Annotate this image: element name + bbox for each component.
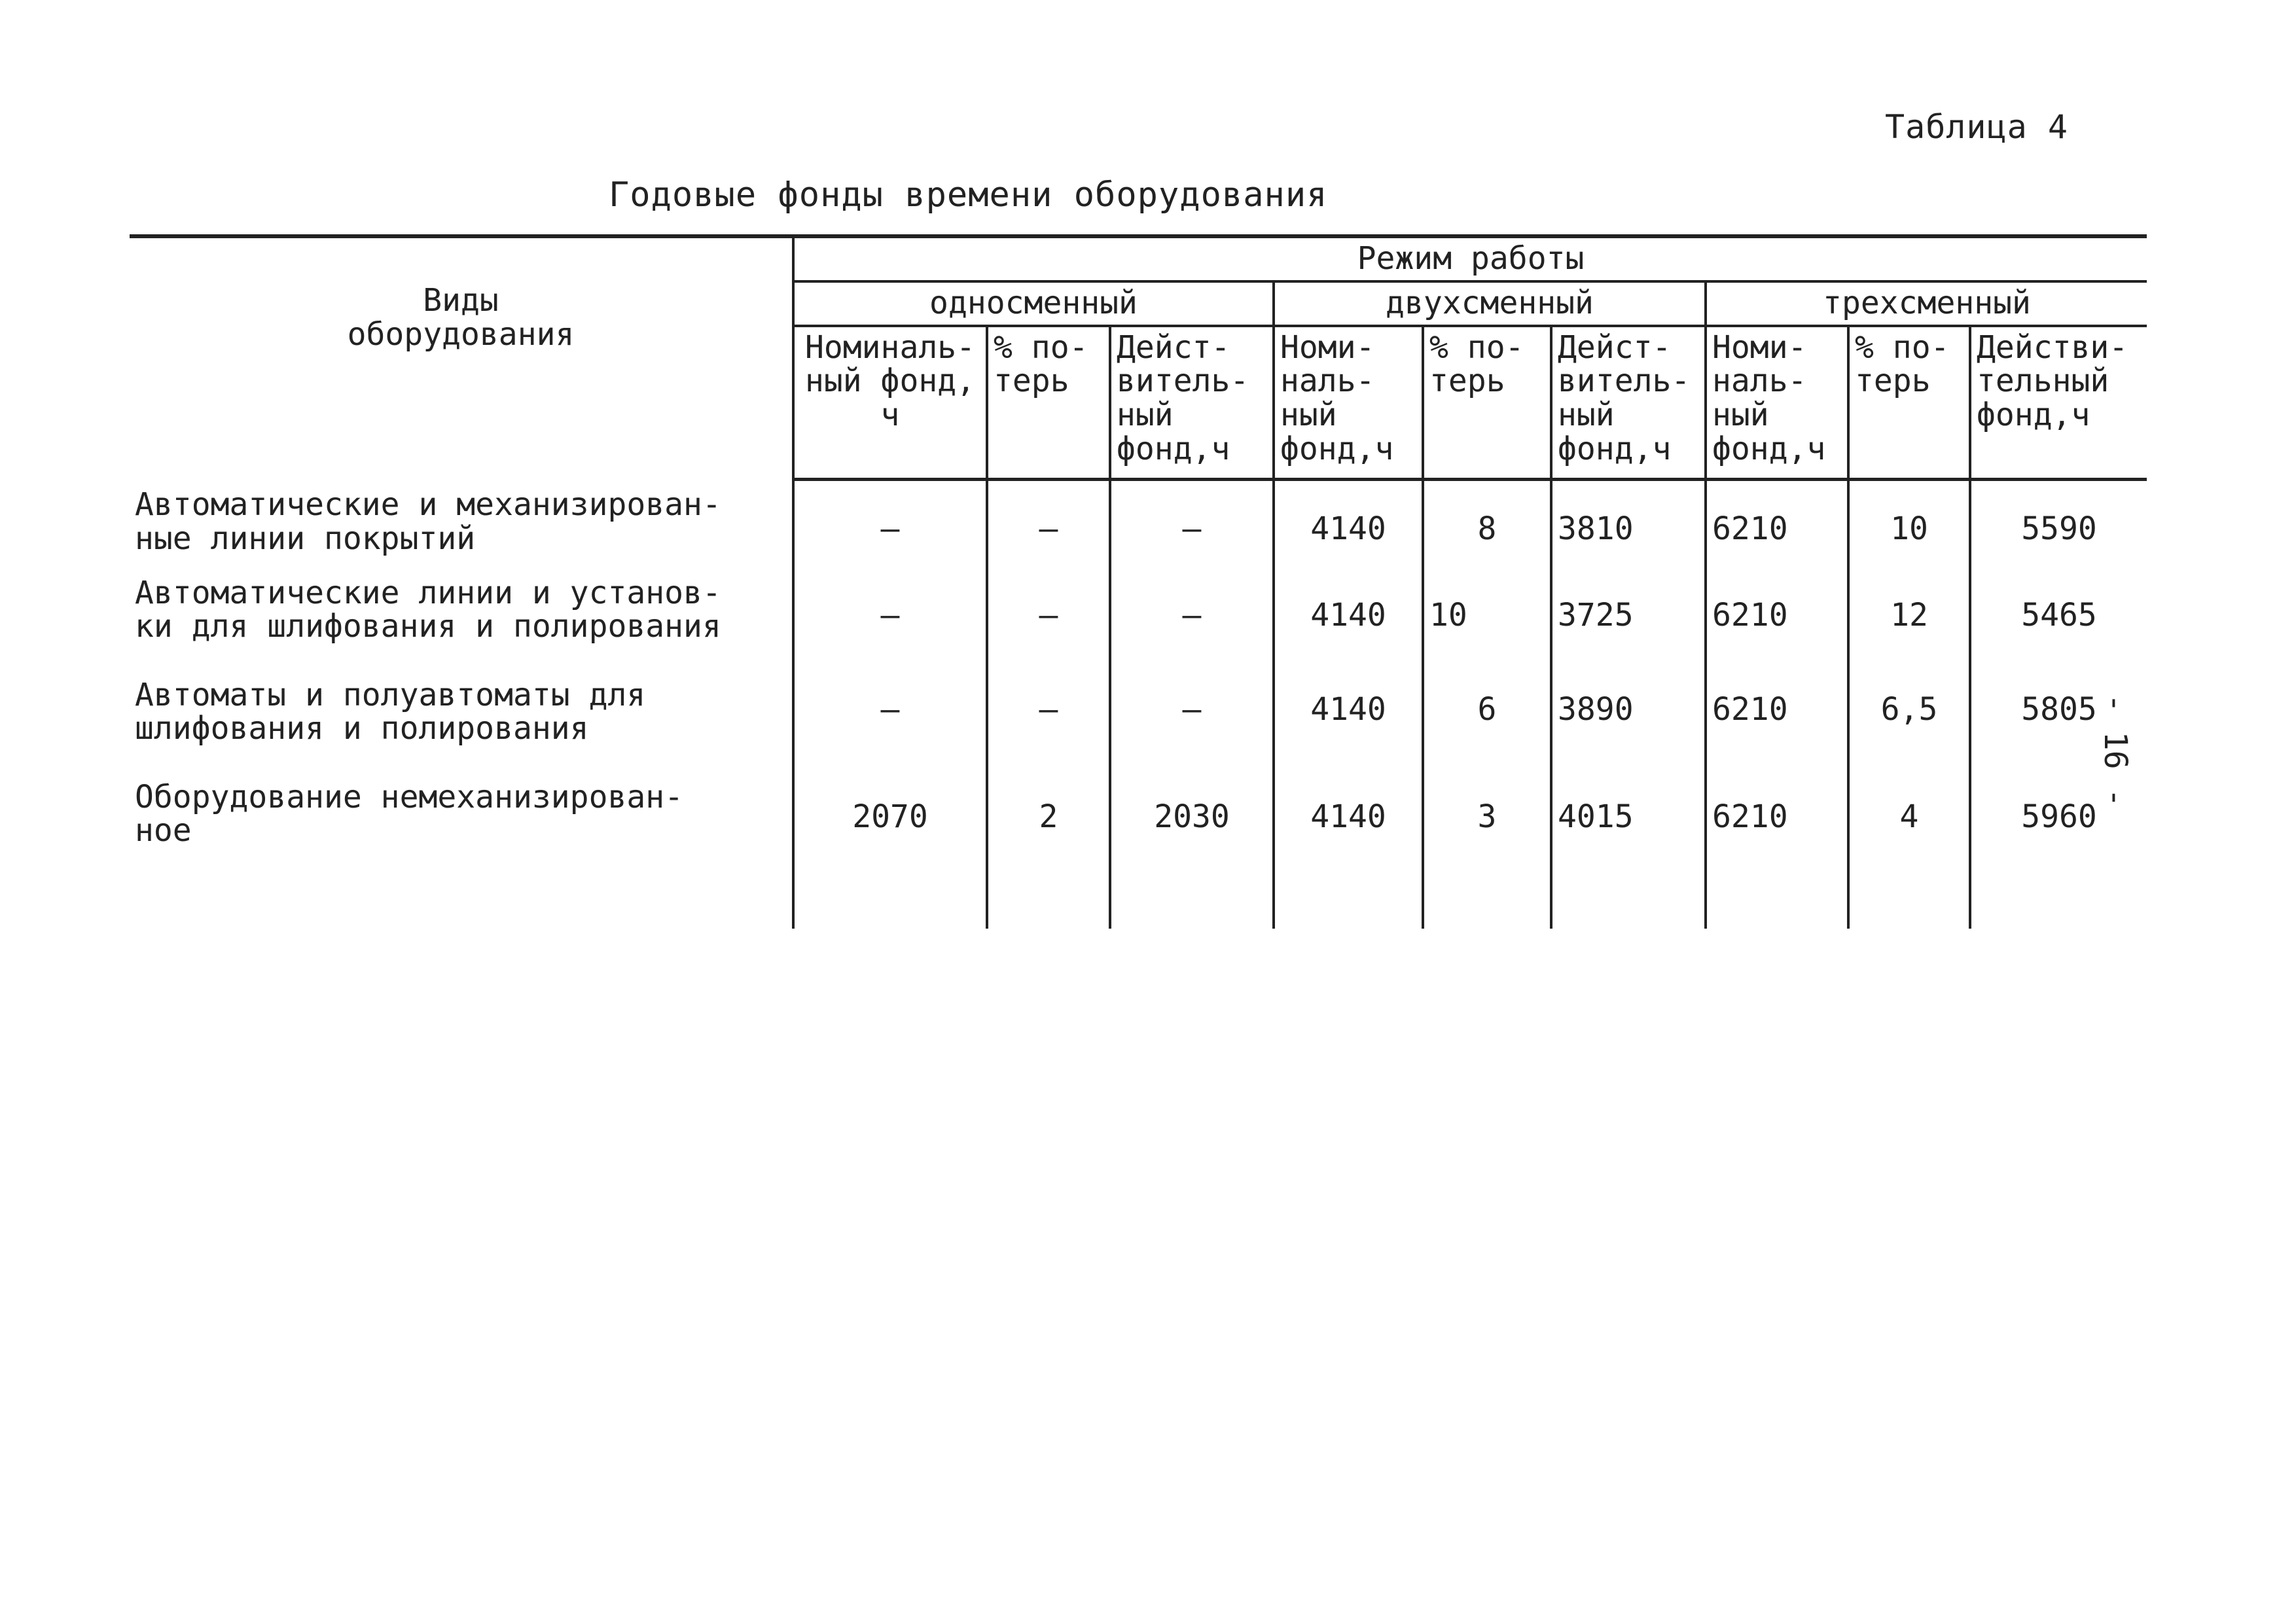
table-title: Годовые фонды времени оборудования bbox=[609, 175, 1328, 215]
table-cell: 2030 bbox=[1110, 761, 1274, 929]
table-cell: – bbox=[793, 573, 987, 659]
table-cell: 12 bbox=[1848, 573, 1970, 659]
subcolumn-header: Номиналь- ный фонд, ч bbox=[793, 326, 987, 480]
subcolumn-header: % по- терь bbox=[987, 326, 1110, 480]
subcolumn-header: Номи- наль- ный фонд,ч bbox=[1706, 326, 1848, 480]
table-cell: – bbox=[987, 573, 1110, 659]
equipment-name: Автоматы и полуавтоматы для шлифования и полирования bbox=[130, 659, 793, 761]
table-cell: – bbox=[987, 479, 1110, 573]
header-row-mode bbox=[130, 236, 2147, 281]
table-cell: 5960 bbox=[1970, 761, 2147, 929]
table-cell: 4015 bbox=[1551, 761, 1706, 929]
subcolumn-header: % по- терь bbox=[1423, 326, 1551, 480]
table-cell: 6210 bbox=[1706, 479, 1848, 573]
table-cell: 10 bbox=[1423, 573, 1551, 659]
table-cell: – bbox=[793, 479, 987, 573]
shift-header-single: односменный bbox=[793, 281, 1274, 326]
table-cell: – bbox=[1110, 659, 1274, 761]
subcolumn-header: Действи- тельный фонд,ч bbox=[1970, 326, 2147, 480]
table-cell: 5805 bbox=[1970, 659, 2147, 761]
table-cell: 8 bbox=[1423, 479, 1551, 573]
table-cell: – bbox=[1110, 573, 1274, 659]
table-cell: 5465 bbox=[1970, 573, 2147, 659]
subcolumn-header: Номи- наль- ный фонд,ч bbox=[1274, 326, 1423, 480]
table-cell: 2 bbox=[987, 761, 1110, 929]
table-row bbox=[130, 659, 2147, 761]
subcolumn-header: % по- терь bbox=[1848, 326, 1970, 480]
table-cell: 3810 bbox=[1551, 479, 1706, 573]
table-cell: – bbox=[1110, 479, 1274, 573]
shift-header-double: двухсменный bbox=[1274, 281, 1706, 326]
equipment-name: Автоматические и механизирован- ные линии покрытий bbox=[130, 479, 793, 573]
table-cell: 4140 bbox=[1274, 761, 1423, 929]
table-cell: 6210 bbox=[1706, 573, 1848, 659]
equipment-column-header: Виды оборудования bbox=[130, 236, 793, 479]
shift-header-triple: трехсменный bbox=[1706, 281, 2147, 326]
mode-group-header: Режим работы bbox=[793, 236, 2147, 281]
equipment-time-fund-table bbox=[130, 234, 2147, 929]
table-row bbox=[130, 573, 2147, 659]
equipment-name: Оборудование немеханизирован- ное bbox=[130, 761, 793, 929]
table-cell: – bbox=[987, 659, 1110, 761]
page-number: - 16 - bbox=[2097, 694, 2134, 808]
equipment-name: Автоматические линии и установ- ки для шлифования и полирования bbox=[130, 573, 793, 659]
subcolumn-header: Дейст- витель- ный фонд,ч bbox=[1551, 326, 1706, 480]
table-cell: 4140 bbox=[1274, 659, 1423, 761]
table-row bbox=[130, 479, 2147, 573]
table-cell: 6210 bbox=[1706, 659, 1848, 761]
table-cell: 6210 bbox=[1706, 761, 1848, 929]
subcolumn-header: Дейст- витель- ный фонд,ч bbox=[1110, 326, 1274, 480]
table-cell: 4140 bbox=[1274, 479, 1423, 573]
table-cell: 3 bbox=[1423, 761, 1551, 929]
table-cell: 3890 bbox=[1551, 659, 1706, 761]
table-row bbox=[130, 761, 2147, 929]
table-cell: 5590 bbox=[1970, 479, 2147, 573]
table-cell: 2070 bbox=[793, 761, 987, 929]
table-label: Таблица 4 bbox=[1885, 108, 2068, 146]
table-cell: 6,5 bbox=[1848, 659, 1970, 761]
table-cell: 4140 bbox=[1274, 573, 1423, 659]
table-cell: 3725 bbox=[1551, 573, 1706, 659]
table-cell: 6 bbox=[1423, 659, 1551, 761]
table-cell: 10 bbox=[1848, 479, 1970, 573]
table-cell: 4 bbox=[1848, 761, 1970, 929]
table-cell: – bbox=[793, 659, 987, 761]
